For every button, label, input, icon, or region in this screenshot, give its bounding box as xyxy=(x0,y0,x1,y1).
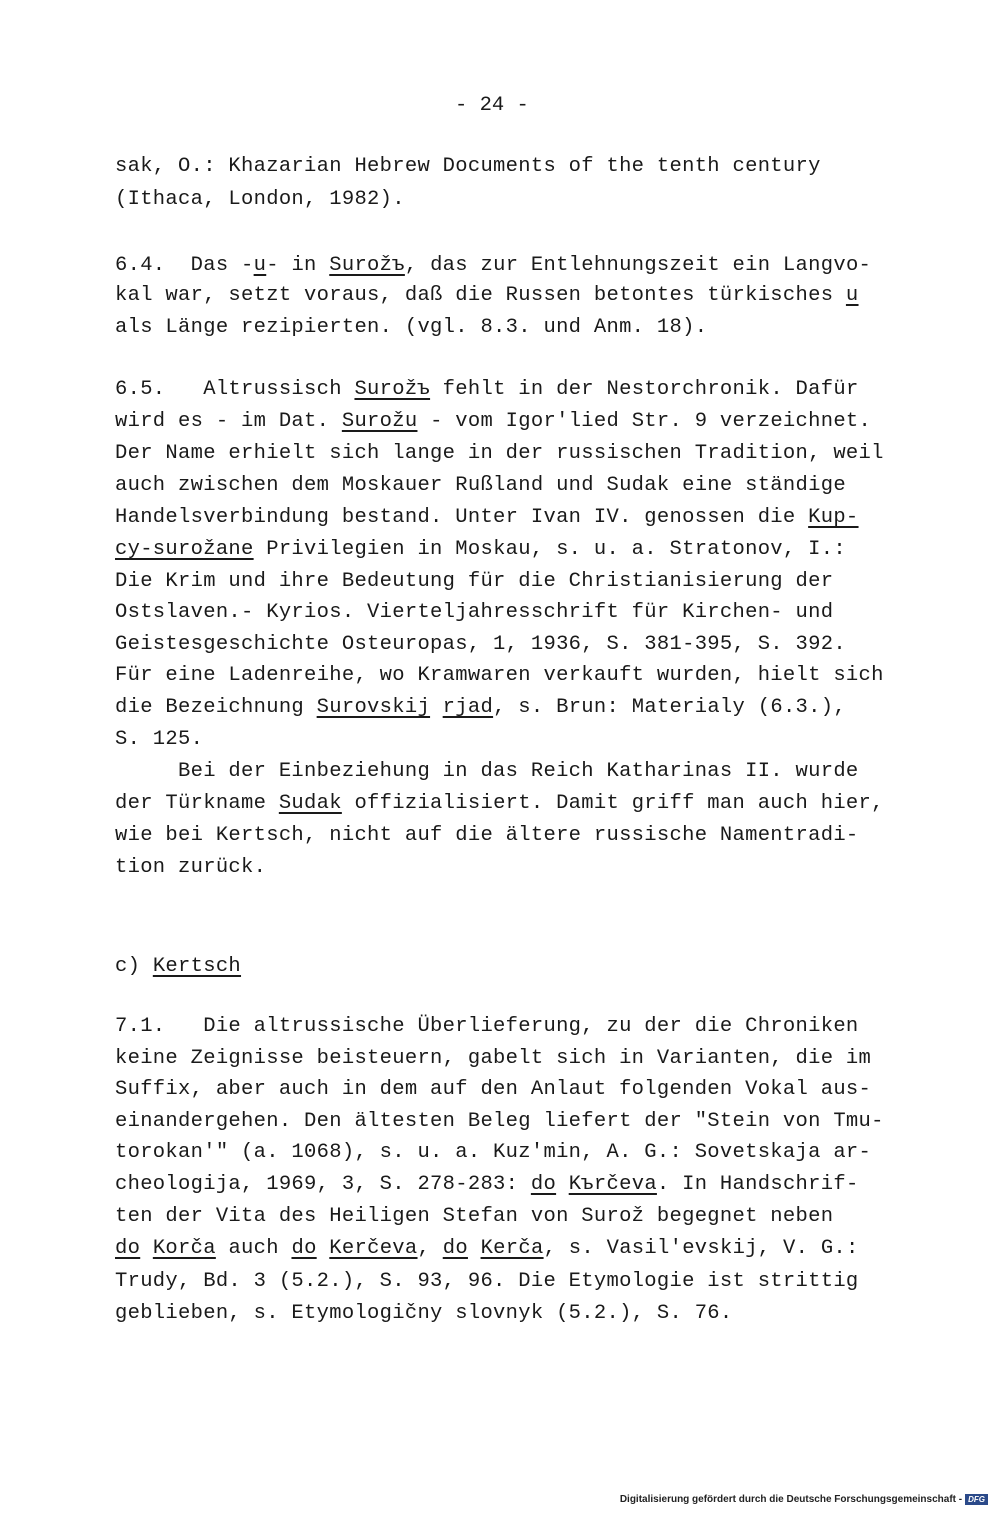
text-line xyxy=(115,442,884,465)
text-segment: , s. Brun: Materialy (6.3.), xyxy=(493,696,846,719)
digitization-footer xyxy=(620,1494,988,1505)
underlined-term: Surovskij xyxy=(316,696,431,719)
underlined-term: rjad xyxy=(442,696,494,719)
text-segment xyxy=(317,1237,330,1260)
text-segment: 6.5. Altrussisch xyxy=(115,378,355,401)
text-line xyxy=(115,538,846,561)
text-line xyxy=(115,760,859,783)
text-segment: Handelsverbindung bestand. Unter Ivan IV. genossen die xyxy=(115,506,809,529)
text-line xyxy=(115,316,707,339)
page-number: - 24 - xyxy=(455,94,529,117)
text-segment: einandergehen. Den ältesten Beleg liefert der "Stein von Tmu- xyxy=(115,1110,884,1133)
text-line xyxy=(115,284,859,307)
text-segment: c) xyxy=(115,955,153,978)
text-segment: der Türkname xyxy=(115,792,279,815)
text-line xyxy=(115,601,833,624)
underlined-term: cy-surožane xyxy=(115,538,254,561)
underlined-term: do xyxy=(115,1237,141,1260)
text-segment xyxy=(430,696,443,719)
text-line xyxy=(115,955,241,978)
text-segment: (Ithaca, London, 1982). xyxy=(115,188,405,211)
text-line xyxy=(115,378,859,401)
text-segment: wie bei Kertsch, nicht auf die ältere russische Namentradi- xyxy=(115,824,859,847)
text-line xyxy=(115,664,884,687)
text-line xyxy=(115,1237,859,1260)
text-line xyxy=(115,1270,859,1293)
underlined-term: do xyxy=(442,1237,468,1260)
text-line xyxy=(115,188,405,211)
text-segment: Bei der Einbeziehung in das Reich Katharinas II. wurde xyxy=(115,760,859,783)
text-segment: Für eine Ladenreihe, wo Kramwaren verkauft wurden, hielt sich xyxy=(115,664,884,687)
text-segment: Suffix, aber auch in dem auf den Anlaut folgenden Vokal aus- xyxy=(115,1078,872,1101)
underlined-term: Sudak xyxy=(278,792,342,815)
text-segment: , das zur Entlehnungszeit ein Langvo- xyxy=(404,254,872,277)
text-line xyxy=(115,728,203,751)
underlined-term: Kъrčeva xyxy=(568,1173,657,1196)
underlined-term: Kup- xyxy=(808,506,859,529)
text-segment: sak, O.: Khazarian Hebrew Documents of the tenth century xyxy=(115,155,821,178)
text-segment: 6.4. Das - xyxy=(115,254,254,277)
text-line xyxy=(115,1205,833,1228)
text-segment: - in xyxy=(266,254,330,277)
text-segment: S. 125. xyxy=(115,728,204,751)
text-segment: kal war, setzt voraus, daß die Russen betontes türkisches xyxy=(115,284,846,307)
text-segment: 7.1. Die altrussische Überlieferung, zu der die Chroniken xyxy=(115,1015,859,1038)
text-line xyxy=(115,856,266,879)
text-line xyxy=(115,410,871,433)
text-segment: - vom Igor'lied Str. 9 verzeichnet. xyxy=(417,410,872,433)
text-segment: Geistesgeschichte Osteuropas, 1, 1936, S. 381-395, S. 392. xyxy=(115,633,846,656)
text-segment: geblieben, s. Etymologičny slovnyk (5.2.), S. 76. xyxy=(115,1302,733,1325)
text-segment: , s. Vasil'evskij, V. G.: xyxy=(543,1237,859,1260)
underlined-term: Kerča xyxy=(480,1237,544,1260)
footer-text: Digitalisierung gefördert durch die Deutsche Forschungsgemeinschaft - xyxy=(619,1494,963,1505)
text-line xyxy=(115,1110,884,1133)
text-segment: cheologija, 1969, 3, S. 278-283: xyxy=(115,1173,531,1196)
underlined-term: do xyxy=(291,1237,317,1260)
text-segment: auch xyxy=(215,1237,292,1260)
text-segment xyxy=(140,1237,153,1260)
text-line xyxy=(115,1015,859,1038)
text-segment xyxy=(468,1237,481,1260)
dfg-logo: DFG xyxy=(965,1494,988,1505)
text-line xyxy=(115,254,871,277)
underlined-term: u xyxy=(253,254,267,277)
text-segment: Der Name erhielt sich lange in der russischen Tradition, weil xyxy=(115,442,884,465)
text-segment: Trudy, Bd. 3 (5.2.), S. 93, 96. Die Etymologie ist strittig xyxy=(115,1270,859,1293)
text-line xyxy=(115,824,859,847)
underlined-term: u xyxy=(845,284,859,307)
text-line xyxy=(115,696,846,719)
text-line xyxy=(115,506,859,529)
underlined-term: Kertsch xyxy=(152,955,242,978)
text-segment: als Länge rezipierten. (vgl. 8.3. und Anm. 18). xyxy=(115,316,708,339)
text-segment: torokan'" (a. 1068), s. u. a. Kuz'min, A. G.: Sovetskaja ar- xyxy=(115,1141,872,1164)
text-line xyxy=(115,1302,733,1325)
underlined-term: do xyxy=(530,1173,557,1196)
text-segment: offizialisiert. Damit griff man auch hier, xyxy=(341,792,884,815)
text-line xyxy=(115,1141,871,1164)
text-segment xyxy=(556,1173,569,1196)
text-line xyxy=(115,633,846,656)
text-segment: die Bezeichnung xyxy=(115,696,317,719)
text-segment: Privilegien in Moskau, s. u. a. Stratonov, I.: xyxy=(253,538,846,561)
underlined-term: Surožъ xyxy=(329,254,405,277)
underlined-term: Surožъ xyxy=(354,378,431,401)
text-line xyxy=(115,1047,871,1070)
text-segment: ten der Vita des Heiligen Stefan von Surož begegnet neben xyxy=(115,1205,834,1228)
text-line xyxy=(115,474,846,497)
text-segment: wird es - im Dat. xyxy=(115,410,342,433)
text-line xyxy=(115,155,821,178)
text-line xyxy=(115,1173,859,1196)
text-segment: Ostslaven.- Kyrios. Vierteljahresschrift für Kirchen- und xyxy=(115,601,834,624)
text-line xyxy=(115,570,833,593)
text-segment: auch zwischen dem Moskauer Rußland und Sudak eine ständige xyxy=(115,474,846,497)
text-line xyxy=(115,1078,871,1101)
text-segment: Die Krim und ihre Bedeutung für die Christianisierung der xyxy=(115,570,834,593)
text-segment: keine Zeignisse beisteuern, gabelt sich in Varianten, die im xyxy=(115,1047,872,1070)
text-segment: fehlt in der Nestorchronik. Dafür xyxy=(430,378,859,401)
text-line xyxy=(115,792,884,815)
underlined-term: Kerčeva xyxy=(329,1237,418,1260)
text-segment: tion zurück. xyxy=(115,856,267,879)
underlined-term: Korča xyxy=(152,1237,216,1260)
underlined-term: Surožu xyxy=(341,410,418,433)
text-segment: . In Handschrif- xyxy=(656,1173,859,1196)
text-segment: , xyxy=(417,1237,443,1260)
